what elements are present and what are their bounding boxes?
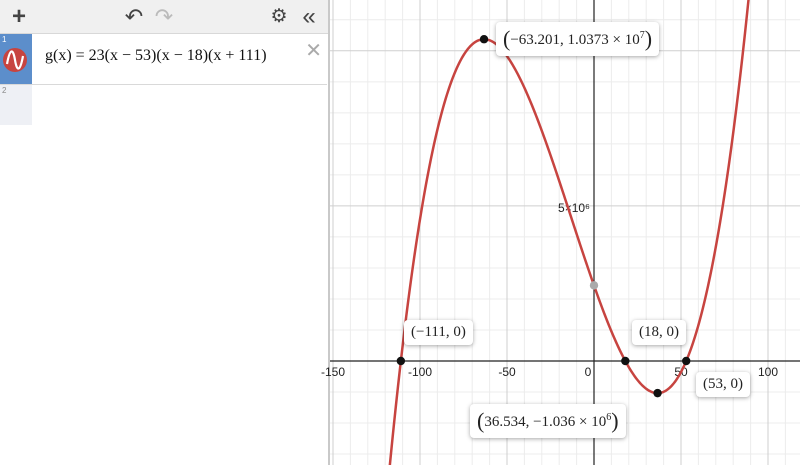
y-intercept-point[interactable] [590, 281, 598, 289]
key-point[interactable] [653, 389, 661, 397]
add-expression-button[interactable]: + [11, 2, 26, 30]
point-label-root-neg111: (−111, 0) [404, 320, 473, 345]
point-label-minimum: (36.534, $-1.036 \times 10^6$) [470, 404, 626, 438]
collapse-panel-icon[interactable]: « [302, 2, 316, 30]
x-tick-label: 100 [757, 365, 779, 379]
expression-number: 2 [2, 86, 7, 95]
undo-button[interactable]: ↶ [124, 3, 144, 29]
x-tick-label: -100 [407, 365, 433, 379]
settings-gear-icon[interactable]: ⚙ [270, 6, 288, 27]
point-label-root-18: (18, 0) [632, 320, 686, 345]
delete-expression-icon[interactable]: ✕ [305, 40, 322, 62]
expression-tab[interactable] [0, 34, 32, 84]
point-label-root-53: (53, 0) [696, 372, 750, 397]
graph-color-icon[interactable] [0, 34, 32, 84]
redo-button[interactable]: ↷ [154, 3, 174, 29]
tick-labels [321, 201, 778, 379]
expression-row[interactable] [0, 34, 327, 85]
expression-input[interactable]: g(x) = 23(x − 53)(x − 18)(x + 111) [45, 47, 267, 64]
key-point[interactable] [621, 357, 629, 365]
y-tick-label: 5×10⁶ [558, 200, 590, 215]
x-tick-label: -50 [498, 365, 516, 379]
key-point[interactable] [682, 357, 690, 365]
x-tick-label: 50 [674, 365, 688, 379]
expression-tab[interactable] [0, 85, 32, 125]
expression-panel [0, 0, 330, 465]
expression-number: 1 [2, 35, 7, 44]
expression-row-empty[interactable] [0, 85, 327, 125]
point-label-maximum: (−63.201, $1.0373 \times 10^7$) [496, 22, 659, 56]
expression-list [0, 34, 327, 125]
key-point[interactable] [480, 35, 488, 43]
x-tick-label: -150 [320, 365, 346, 379]
x-tick-label: 0 [584, 365, 592, 379]
expression-toolbar [0, 0, 330, 34]
key-point[interactable] [397, 357, 405, 365]
